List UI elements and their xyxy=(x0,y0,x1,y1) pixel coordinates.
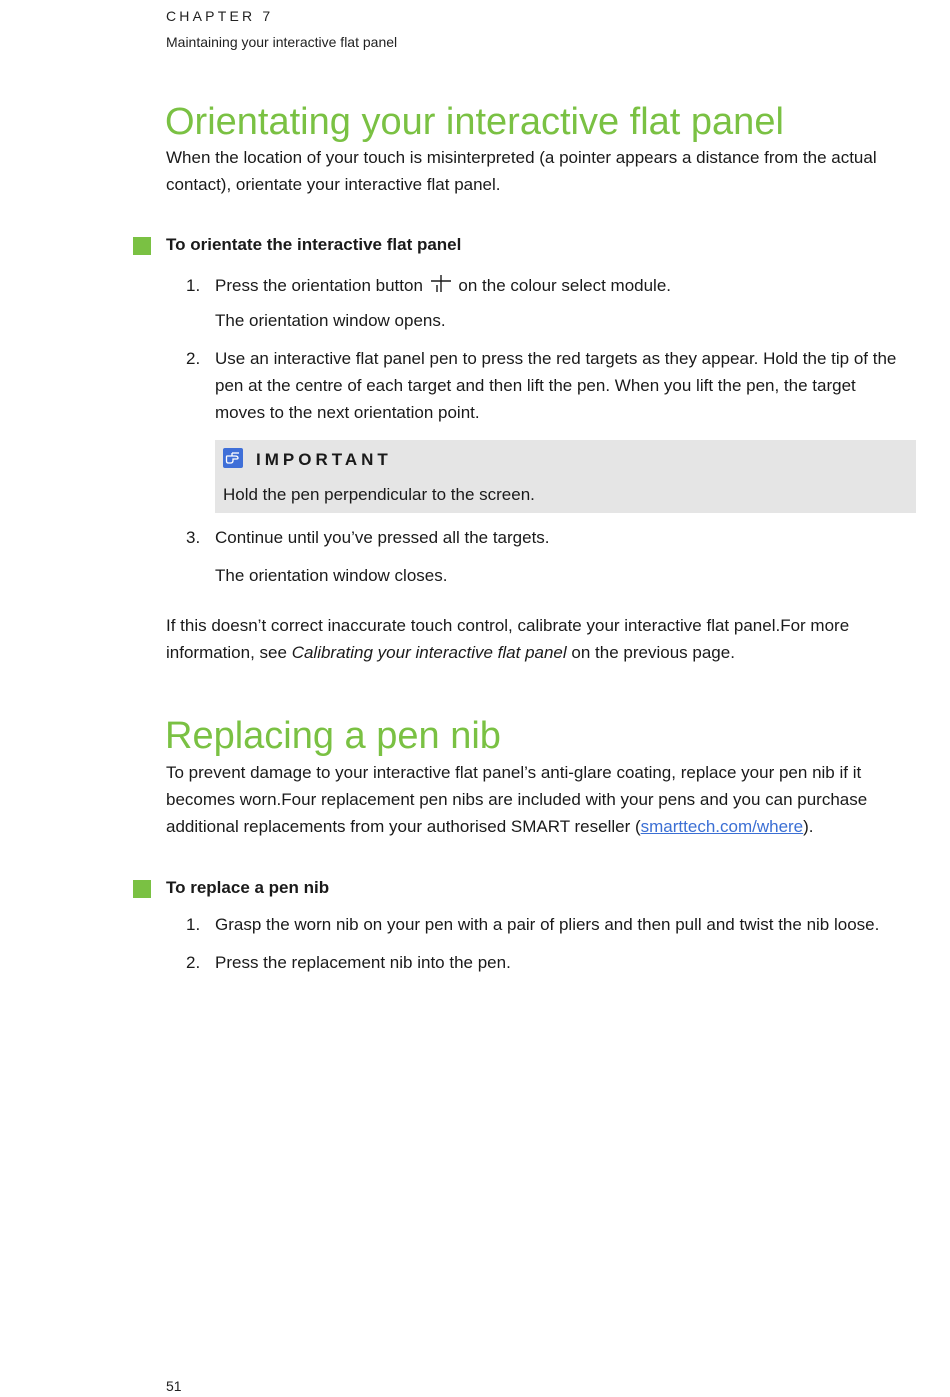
section1-intro-line2: contact), orientate your interactive flat panel. xyxy=(166,175,501,194)
step-number: 2. xyxy=(186,349,201,368)
step1-result: The orientation window opens. xyxy=(215,311,446,330)
chapter-subtitle: Maintaining your interactive flat panel xyxy=(166,34,398,50)
nib-step1-text: Grasp the worn nib on your pen with a pair of pliers and then pull and twist the nib loose. xyxy=(215,915,880,934)
section1-outro-line2-before: information, see xyxy=(166,643,287,662)
procedure-marker xyxy=(133,880,151,898)
page-number: 51 xyxy=(166,1378,182,1394)
important-text: Hold the pen perpendicular to the screen. xyxy=(223,485,535,504)
step3-result: The orientation window closes. xyxy=(215,566,448,585)
procedure-title-orientate: To orientate the interactive flat panel xyxy=(166,235,462,254)
orientation-crosshair-icon xyxy=(430,275,452,293)
step3-text: Continue until you’ve pressed all the targets. xyxy=(215,528,550,547)
section2-intro-line2: becomes worn.Four replacement pen nibs are included with your pens and you can purchase xyxy=(166,790,868,809)
section2-intro xyxy=(166,759,906,840)
step2-line2: pen at the centre of each target and then lift the pen. When you lift the pen, the target xyxy=(215,376,856,395)
step-number: 1. xyxy=(186,276,201,295)
section1-outro-line1: If this doesn’t correct inaccurate touch control, calibrate your interactive flat panel.For more xyxy=(166,616,850,635)
important-label: IMPORTANT xyxy=(256,450,392,469)
step1-text-before: Press the orientation button xyxy=(215,276,423,295)
section1-outro-line2-after: on the previous page. xyxy=(571,643,735,662)
chapter-label: CHAPTER 7 xyxy=(166,8,274,24)
section2-intro-line3-after: ). xyxy=(803,817,814,836)
section1-intro-line1: When the location of your touch is misinterpreted (a pointer appears a distance from the actual xyxy=(166,148,877,167)
step2-line3: moves to the next orientation point. xyxy=(215,403,480,422)
step2-text xyxy=(215,345,915,426)
step-number: 1. xyxy=(186,915,201,934)
step2-line1: Use an interactive flat panel pen to press the red targets as they appear. Hold the tip of the xyxy=(215,349,897,368)
section1-outro xyxy=(166,612,906,666)
section-title-replacing-nib: Replacing a pen nib xyxy=(165,715,501,757)
section-title-orientating: Orientating your interactive flat panel xyxy=(165,101,784,143)
nib-step2-text: Press the replacement nib into the pen. xyxy=(215,953,511,972)
step1-text xyxy=(215,272,915,299)
procedure-marker xyxy=(133,237,151,255)
section2-intro-line3-before: additional replacements from your authorised SMART reseller ( xyxy=(166,817,641,836)
smarttech-where-link[interactable]: smarttech.com/where xyxy=(640,817,804,836)
step-number: 2. xyxy=(186,953,201,972)
pointing-hand-icon xyxy=(223,448,243,468)
step-number: 3. xyxy=(186,528,201,547)
section1-intro xyxy=(166,144,906,198)
procedure-title-replace-nib: To replace a pen nib xyxy=(166,878,330,897)
calibrating-reference: Calibrating your interactive flat panel xyxy=(291,643,567,662)
step1-text-after: on the colour select module. xyxy=(458,276,672,295)
section2-intro-line1: To prevent damage to your interactive flat panel’s anti-glare coating, replace your pen nib if it xyxy=(166,763,862,782)
